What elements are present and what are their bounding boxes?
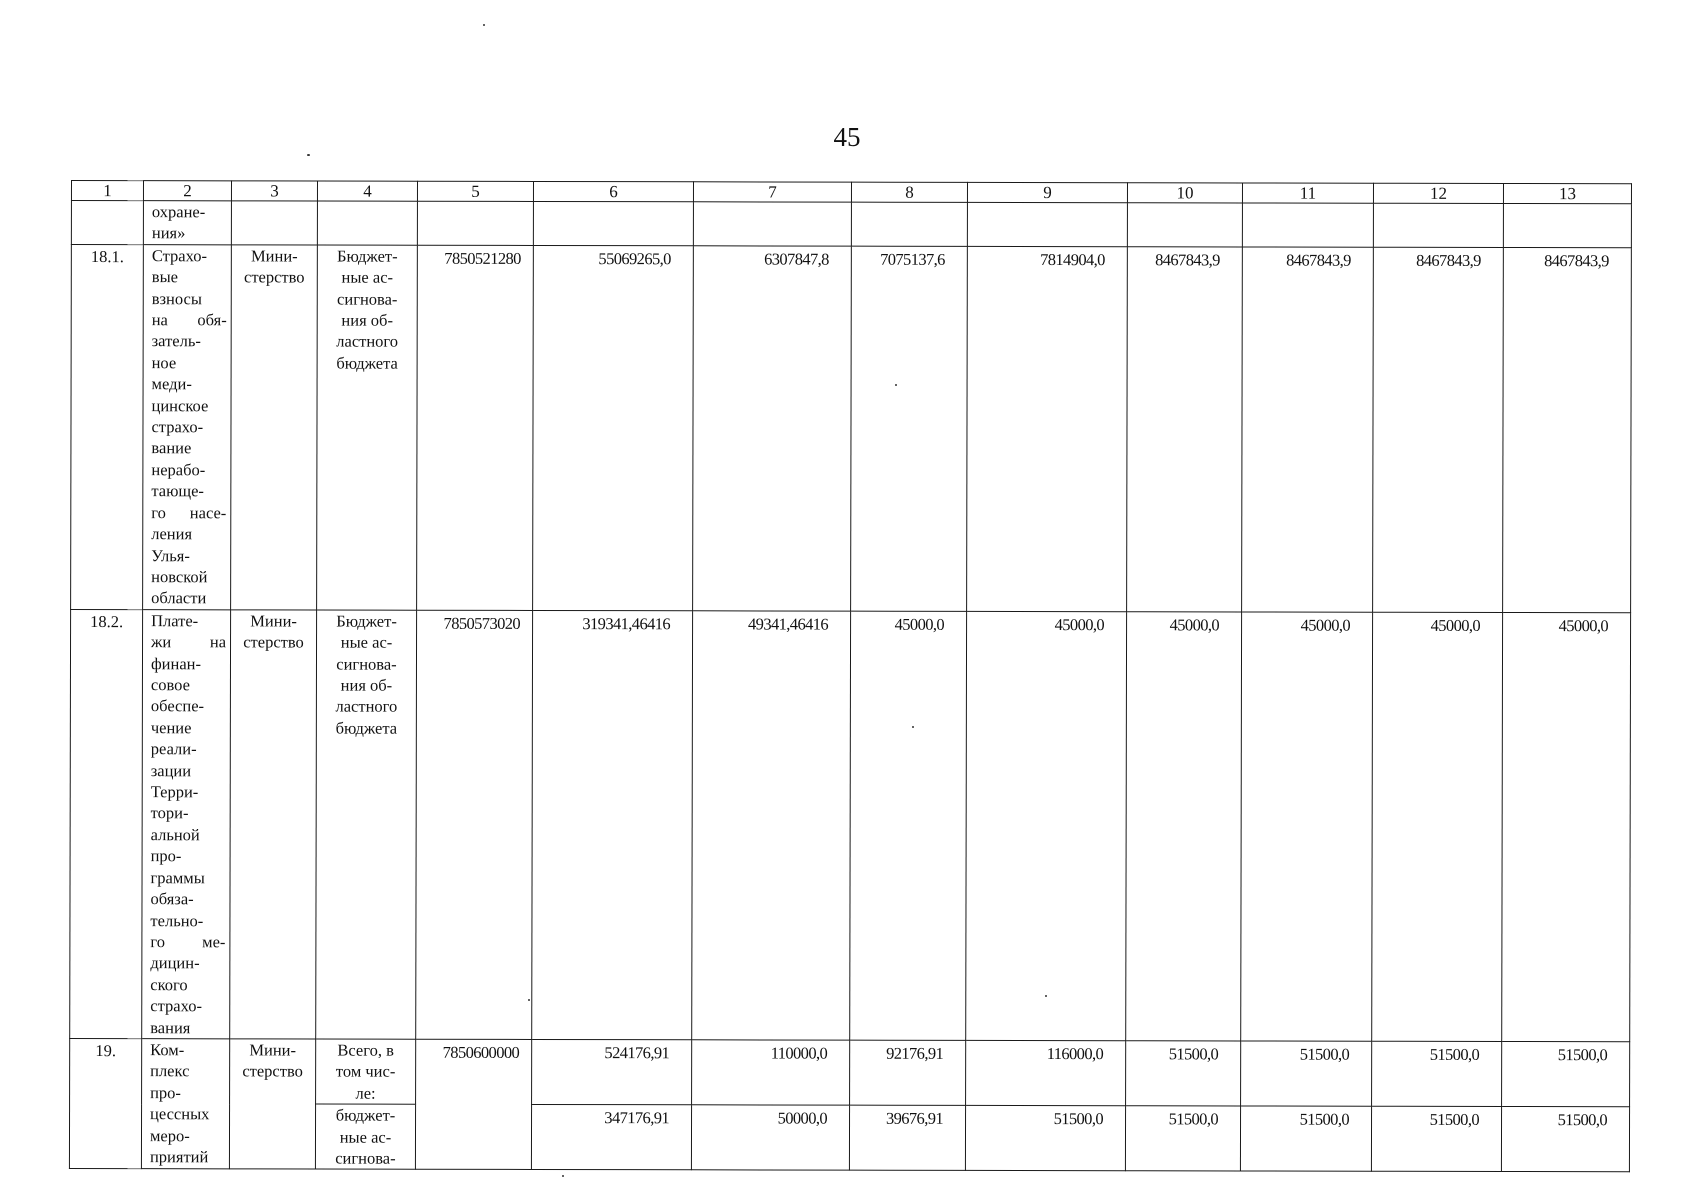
text-line: ского bbox=[150, 974, 188, 994]
text-line: взносы bbox=[151, 288, 202, 308]
text-line: бюджет- bbox=[335, 1105, 396, 1125]
column-number: 6 bbox=[533, 181, 693, 201]
text-line: ные ас- bbox=[341, 267, 394, 287]
text-line: сигнова- bbox=[337, 289, 398, 309]
text-line: охране- bbox=[151, 202, 206, 222]
value-cell: 51500,0 bbox=[1126, 1041, 1241, 1106]
text-line: Бюджет- bbox=[337, 246, 398, 266]
value-cell: 45000,0 bbox=[1372, 612, 1503, 1041]
value-cell bbox=[1373, 203, 1503, 247]
row-index: 18.2. bbox=[70, 609, 143, 1038]
value-cell: 45000,0 bbox=[966, 611, 1127, 1040]
code-cell: 7850521280 bbox=[417, 245, 534, 610]
text-line: совое bbox=[150, 675, 190, 695]
text-line: реали- bbox=[150, 739, 197, 759]
column-number: 13 bbox=[1503, 184, 1631, 204]
text-line: Мини- bbox=[250, 611, 297, 631]
text-line: том чис- bbox=[335, 1061, 396, 1082]
page-number: 45 bbox=[833, 122, 861, 152]
value-cell bbox=[1127, 203, 1242, 247]
executor-cell bbox=[229, 1039, 315, 1170]
text-line: жи на bbox=[151, 632, 227, 652]
value-cell: 45000,0 bbox=[1502, 612, 1631, 1041]
text-line: ластного bbox=[336, 331, 399, 352]
value-cell bbox=[851, 202, 967, 246]
text-line: затель- bbox=[151, 331, 201, 351]
text-line: на обя- bbox=[151, 310, 227, 330]
measure-name-cell bbox=[143, 201, 231, 245]
value-cell: 51500,0 bbox=[1125, 1106, 1240, 1171]
value-cell: 92176,91 bbox=[850, 1040, 966, 1105]
text-line: Мини- bbox=[249, 1040, 297, 1060]
text-line: нерабо- bbox=[151, 460, 206, 480]
text-line: вания bbox=[150, 1017, 191, 1037]
column-number: 1 bbox=[71, 181, 143, 201]
value-cell bbox=[533, 201, 693, 245]
text-line: альной bbox=[150, 825, 200, 845]
value-cell: 7075137,6 bbox=[851, 246, 968, 611]
text-line: сигнова- bbox=[335, 1148, 396, 1168]
value-cell: 7814904,0 bbox=[967, 246, 1128, 611]
text-line: новской bbox=[151, 567, 208, 587]
value-cell: 49341,46416 bbox=[692, 611, 851, 1040]
text-line: стерство bbox=[243, 267, 305, 287]
text-line: финан- bbox=[150, 653, 202, 673]
column-number: 9 bbox=[967, 182, 1127, 202]
text-line: граммы bbox=[150, 867, 205, 887]
text-line: ния об- bbox=[341, 310, 393, 330]
text-line: Плате- bbox=[151, 610, 199, 631]
value-cell: 524176,91 bbox=[532, 1039, 692, 1105]
value-cell: 45000,0 bbox=[1241, 612, 1373, 1041]
value-cell: 8467843,9 bbox=[1503, 247, 1632, 612]
text-line: Терри- bbox=[150, 782, 199, 802]
value-cell: 8467843,9 bbox=[1373, 247, 1504, 612]
value-cell: 51500,0 bbox=[1501, 1107, 1629, 1172]
row-index: 18.1. bbox=[71, 244, 144, 609]
value-cell: 51500,0 bbox=[1502, 1041, 1630, 1106]
text-line: дицин- bbox=[150, 953, 200, 973]
value-cell bbox=[1242, 203, 1373, 247]
column-number: 10 bbox=[1127, 183, 1242, 203]
text-line: го ме- bbox=[150, 932, 226, 952]
value-cell: 6307847,8 bbox=[693, 246, 852, 611]
text-line: бюджета bbox=[335, 718, 398, 738]
column-number: 12 bbox=[1373, 183, 1503, 203]
text-line: ные ас- bbox=[339, 1127, 392, 1147]
value-cell: 319341,46416 bbox=[532, 610, 693, 1039]
source-cell bbox=[317, 245, 418, 610]
value-cell: 50000,0 bbox=[691, 1105, 849, 1171]
column-number: 11 bbox=[1242, 183, 1373, 203]
value-cell: 51500,0 bbox=[1372, 1041, 1502, 1106]
value-cell: 110000,0 bbox=[692, 1040, 850, 1106]
text-line: бюджета bbox=[336, 353, 398, 373]
index-cell bbox=[71, 201, 143, 245]
executor-cell bbox=[231, 245, 318, 610]
text-line: обеспе- bbox=[150, 696, 205, 716]
executor-cell bbox=[231, 201, 317, 245]
text-line: вые bbox=[151, 267, 179, 287]
text-line: ния об- bbox=[340, 675, 393, 695]
text-line: Бюджет- bbox=[336, 611, 397, 631]
code-cell: 7850600000 bbox=[415, 1039, 531, 1170]
value-cell: 55069265,0 bbox=[533, 245, 694, 610]
executor-cell bbox=[230, 610, 317, 1039]
text-line: цессных bbox=[150, 1104, 210, 1124]
text-line: го насе- bbox=[151, 502, 227, 523]
value-cell: 347176,91 bbox=[531, 1105, 691, 1171]
text-line: области bbox=[151, 588, 207, 608]
text-line: ные ас- bbox=[340, 632, 393, 652]
code-cell: 7850573020 bbox=[416, 610, 533, 1039]
text-line: ное bbox=[151, 353, 177, 373]
table-row bbox=[71, 244, 1632, 612]
source-cell bbox=[317, 201, 417, 245]
column-number: 7 bbox=[693, 182, 851, 202]
text-line: стерство bbox=[242, 1061, 303, 1081]
value-cell: 51500,0 bbox=[1241, 1041, 1372, 1106]
text-line: страхо- bbox=[150, 996, 202, 1016]
value-cell: 45000,0 bbox=[850, 611, 967, 1040]
code-cell bbox=[417, 201, 533, 245]
program-funding-table bbox=[69, 180, 1632, 1173]
text-line: ле: bbox=[355, 1083, 376, 1103]
scan-speck bbox=[307, 154, 310, 156]
text-line: меро- bbox=[149, 1125, 190, 1145]
value-cell bbox=[967, 202, 1127, 246]
text-line: Мини- bbox=[250, 246, 298, 266]
value-cell: 39676,91 bbox=[849, 1105, 965, 1170]
text-line: зации bbox=[150, 760, 192, 780]
text-line: ния» bbox=[151, 223, 186, 243]
text-line: сигнова- bbox=[336, 654, 397, 674]
text-line: ластного bbox=[335, 696, 398, 717]
text-line: Ком- bbox=[150, 1040, 185, 1060]
column-number: 8 bbox=[851, 182, 967, 202]
text-line: цинское bbox=[151, 395, 209, 415]
scan-speck bbox=[562, 1175, 564, 1177]
text-line: плекс bbox=[150, 1061, 190, 1081]
table-row bbox=[70, 609, 1631, 1041]
measure-name-cell bbox=[143, 244, 232, 609]
column-number: 4 bbox=[317, 181, 417, 201]
column-number: 3 bbox=[231, 181, 317, 201]
text-line: про- bbox=[150, 1082, 181, 1102]
measure-name-cell bbox=[141, 1039, 229, 1170]
text-line: Всего, в bbox=[337, 1040, 394, 1060]
scan-speck bbox=[483, 24, 485, 26]
measure-name-cell bbox=[142, 609, 231, 1038]
value-cell: 8467843,9 bbox=[1242, 247, 1374, 612]
value-cell: 116000,0 bbox=[966, 1040, 1126, 1106]
text-line: стерство bbox=[243, 632, 304, 652]
continuation-row bbox=[71, 201, 1631, 248]
value-cell: 51500,0 bbox=[965, 1106, 1125, 1172]
text-line: тори- bbox=[150, 803, 189, 823]
row-index: 19. bbox=[69, 1038, 141, 1169]
text-line: тельно- bbox=[150, 910, 204, 930]
text-line: Страхо- bbox=[151, 245, 208, 266]
text-line: страхо- bbox=[151, 417, 204, 437]
value-cell: 51500,0 bbox=[1371, 1106, 1501, 1171]
table-row bbox=[70, 1038, 1630, 1106]
value-cell: 8467843,9 bbox=[1127, 247, 1243, 612]
text-line: Улья- bbox=[151, 545, 190, 565]
value-cell: 45000,0 bbox=[1126, 612, 1242, 1041]
value-cell bbox=[693, 202, 851, 246]
text-line: про- bbox=[150, 846, 182, 866]
text-line: вание bbox=[151, 438, 192, 458]
value-cell: 51500,0 bbox=[1240, 1106, 1371, 1171]
text-line: обяза- bbox=[150, 889, 194, 909]
text-line: чение bbox=[150, 718, 192, 738]
text-line: меди- bbox=[151, 374, 192, 394]
source-cell bbox=[316, 610, 417, 1039]
column-number: 5 bbox=[417, 181, 533, 201]
column-number: 2 bbox=[143, 181, 231, 201]
value-cell bbox=[1503, 204, 1631, 248]
text-line: тающе- bbox=[151, 481, 204, 501]
source-cell bbox=[316, 1039, 416, 1104]
text-line: ления bbox=[151, 524, 193, 544]
text-line: приятий bbox=[149, 1147, 209, 1167]
source-cell bbox=[315, 1104, 415, 1169]
